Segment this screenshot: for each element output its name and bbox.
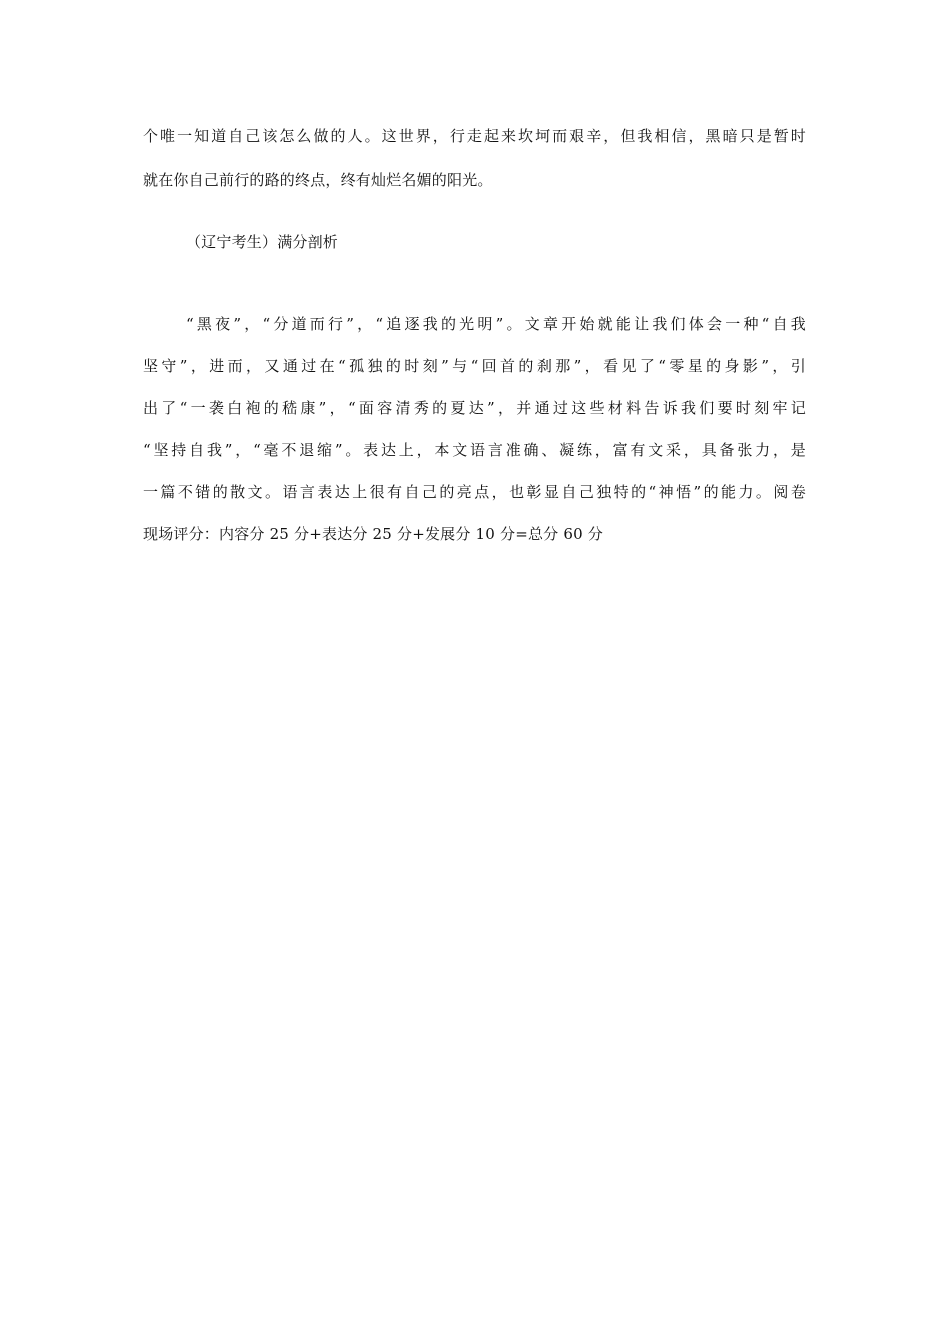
paragraph-1-line-2: 就在你自己前行的路的终点，终有灿烂名媚的阳光。 (143, 171, 493, 189)
analysis-line-4: “坚持自我”，“毫不退缩”。表达上，本文语言准确、凝练，富有文采，具备张力，是 (143, 441, 806, 459)
analysis-line-2: 坚守”，进而，又通过在“孤独的时刻”与“回首的刹那”，看见了“零星的身影”，引 (143, 357, 806, 375)
analysis-line-3: 出了“一袭白袍的嵇康”，“面容清秀的夏达”，并通过这些材料告诉我们要时刻牢记 (143, 399, 806, 417)
attribution-heading: （辽宁考生）满分剖析 (186, 233, 339, 251)
analysis-line-6: 现场评分：内容分 25 分+表达分 25 分+发展分 10 分=总分 60 分 (143, 525, 603, 543)
paragraph-1-line-1: 个唯一知道自己该怎么做的人。这世界，行走起来坎坷而艰辛，但我相信，黑暗只是暂时 (143, 127, 806, 145)
analysis-line-1: “黑夜”，“分道而行”，“追逐我的光明”。文章开始就能让我们体会一种“自我 (186, 315, 806, 333)
analysis-line-5: 一篇不错的散文。语言表达上很有自己的亮点，也彰显自己独特的“神悟”的能力。阅卷 (143, 483, 806, 501)
